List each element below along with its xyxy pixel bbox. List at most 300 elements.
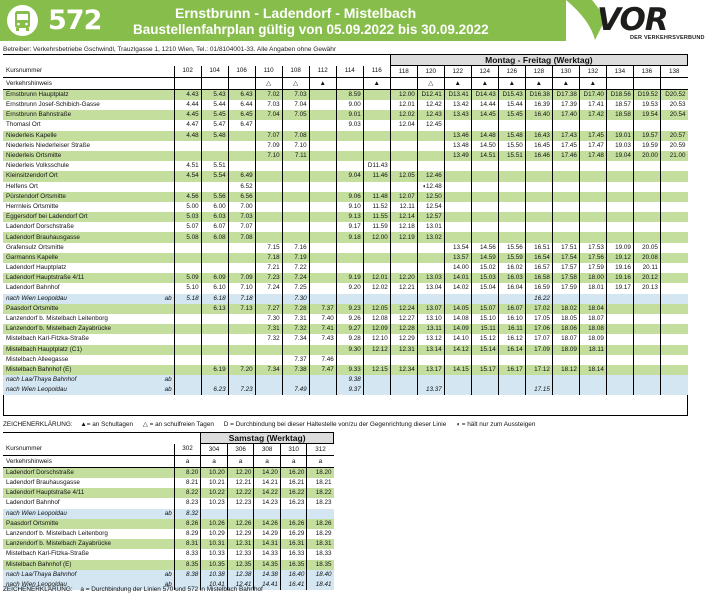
departure-time: 12.05 (390, 171, 417, 181)
departure-time: 5.44 (201, 100, 228, 110)
departure-time: 6.52 (228, 182, 255, 192)
departure-time: 9.17 (336, 222, 363, 232)
departure-time (633, 222, 660, 232)
connection-row (3, 294, 688, 304)
departure-time: 6.18 (201, 294, 228, 304)
departure-time: 14.45 (471, 110, 498, 120)
departure-time (498, 202, 525, 212)
stop-row (3, 283, 688, 293)
stop-row (3, 131, 688, 141)
departure-time (228, 355, 255, 365)
departure-time: 8.20 (174, 468, 201, 479)
departure-time: 7.34 (282, 334, 309, 344)
departure-time: 4.51 (174, 161, 201, 171)
stop-row (3, 192, 688, 202)
departure-time: 18.20 (307, 468, 334, 479)
stop-name: Thomasl Ort (3, 120, 174, 130)
vor-logo-tagline: DER VERKEHRSVERBUND (630, 35, 705, 41)
departure-time: 17.51 (552, 243, 579, 253)
departure-time: 15.45 (498, 110, 525, 120)
departure-time: 20.54 (660, 110, 687, 120)
course-number-row (3, 444, 334, 456)
stop-row (3, 498, 334, 508)
departure-time (309, 120, 336, 130)
departure-time (633, 202, 660, 212)
weekday-timetable (3, 54, 688, 395)
traffic-hint: a (174, 456, 201, 468)
departure-time: 10.31 (201, 539, 228, 549)
traffic-hint (633, 78, 660, 90)
departure-time: 9.37 (336, 385, 363, 395)
departure-time: 7.07 (228, 222, 255, 232)
departure-time (417, 294, 444, 304)
departure-time: 19.59 (633, 141, 660, 151)
departure-time: 7.41 (309, 324, 336, 334)
traffic-hint: a (254, 456, 281, 468)
departure-time (471, 232, 498, 242)
departure-time: 16.57 (525, 263, 552, 273)
departure-time (174, 375, 201, 385)
departure-time: 7.10 (282, 141, 309, 151)
departure-time (309, 171, 336, 181)
stop-name: nach Laa/Thaya Bahnhof (3, 570, 153, 580)
departure-time (201, 509, 228, 519)
departure-time: 18.08 (579, 324, 606, 334)
departure-time (606, 375, 633, 385)
departure-time (336, 355, 363, 365)
stop-row (3, 539, 334, 549)
departure-time (579, 222, 606, 232)
departure-time: 10.35 (201, 560, 228, 570)
departure-time (336, 161, 363, 171)
departure-time: 12.42 (417, 100, 444, 110)
departure-time: 9.00 (336, 100, 363, 110)
traffic-hint: ▲ (579, 78, 606, 90)
departure-time (336, 253, 363, 263)
departure-time: 10.33 (201, 549, 228, 559)
course-number: 132 (579, 66, 606, 78)
departure-time: D20.52 (660, 90, 687, 101)
departure-time: 7.11 (282, 151, 309, 161)
departure-time: 8.31 (174, 539, 201, 549)
departure-time: 12.41 (227, 580, 254, 590)
departure-time (174, 345, 201, 355)
departure-time (174, 253, 201, 263)
departure-time: 20.53 (660, 100, 687, 110)
departure-time (174, 324, 201, 334)
departure-time: 13.12 (417, 334, 444, 344)
course-number: 106 (228, 66, 255, 78)
departure-time: 9.30 (336, 345, 363, 355)
departure-time: 5.00 (174, 202, 201, 212)
departure-time: 6.47 (228, 120, 255, 130)
departure-time (606, 385, 633, 395)
departure-time (417, 131, 444, 141)
departure-time: 18.41 (307, 580, 334, 590)
departure-time (444, 212, 471, 222)
departure-time (633, 355, 660, 365)
departure-time: 12.21 (227, 478, 254, 488)
departure-time (660, 314, 687, 324)
vor-logo (566, 0, 713, 44)
departure-time (444, 120, 471, 130)
departure-time (525, 161, 552, 171)
departure-time (174, 314, 201, 324)
header-bar (0, 0, 713, 41)
departure-time: 12.27 (390, 314, 417, 324)
departure-time (282, 202, 309, 212)
stop-row (3, 100, 688, 110)
departure-time: 18.00 (579, 273, 606, 283)
legend-item-drop-off: ◖ = hält nur zum Aussteigen (456, 421, 536, 428)
departure-time: 17.56 (579, 253, 606, 263)
departure-time (471, 202, 498, 212)
departure-time: 10.21 (201, 478, 228, 488)
departure-time (228, 324, 255, 334)
stop-row (3, 263, 688, 273)
departure-time (444, 192, 471, 202)
vor-logo-text: VOR (597, 2, 668, 38)
departure-time: 20.11 (633, 263, 660, 273)
stop-name: Ladendorf Hauptstraße 4/11 (3, 488, 174, 498)
departure-time: 15.17 (471, 365, 498, 375)
departure-time (444, 171, 471, 181)
departure-time: 17.42 (579, 110, 606, 120)
departure-time (255, 355, 282, 365)
departure-time (498, 171, 525, 181)
departure-time (633, 375, 660, 385)
departure-time: 13.43 (444, 110, 471, 120)
departure-time: 12.00 (363, 232, 390, 242)
departure-time: 14.56 (471, 243, 498, 253)
departure-time: 5.03 (174, 212, 201, 222)
departure-time: 4.56 (174, 192, 201, 202)
legend-saturday (3, 586, 263, 593)
departure-time: 18.57 (606, 100, 633, 110)
departure-time: 7.10 (255, 151, 282, 161)
departure-time: 12.08 (363, 314, 390, 324)
stop-name: Mistelbach Alleegasse (3, 355, 174, 365)
departure-time (201, 345, 228, 355)
traffic-hint: ▲ (363, 78, 390, 90)
departure-time (282, 222, 309, 232)
stop-row (3, 519, 334, 529)
departure-time: 18.05 (552, 314, 579, 324)
stop-name: Ladendorf Brauhausgasse (3, 232, 174, 242)
departure-time (525, 171, 552, 181)
departure-time (525, 202, 552, 212)
departure-time (606, 192, 633, 202)
departure-time: 19.01 (606, 131, 633, 141)
departure-time (552, 294, 579, 304)
departure-time: 6.43 (228, 90, 255, 101)
departure-time: 20.00 (633, 151, 660, 161)
departure-time: 17.39 (552, 100, 579, 110)
departure-time: 16.29 (280, 529, 307, 539)
departure-time: 16.04 (498, 283, 525, 293)
departure-time: 14.50 (471, 141, 498, 151)
departure-time: 16.58 (525, 273, 552, 283)
stop-row (3, 90, 688, 101)
departure-time (633, 294, 660, 304)
departure-time (174, 243, 201, 253)
departure-time: 7.09 (228, 273, 255, 283)
departure-time (282, 232, 309, 242)
departure-time: 14.33 (254, 549, 281, 559)
departure-time: 7.22 (282, 263, 309, 273)
departure-time (471, 222, 498, 232)
departure-time (444, 294, 471, 304)
departure-time (498, 294, 525, 304)
stop-row (3, 365, 688, 375)
departure-time (633, 304, 660, 314)
course-number: 112 (309, 66, 336, 78)
departure-time (336, 263, 363, 273)
departure-time: 14.29 (254, 529, 281, 539)
departure-time: 16.54 (525, 253, 552, 263)
departure-time: 14.10 (444, 334, 471, 344)
departure-time: 9.03 (336, 120, 363, 130)
departure-time (660, 161, 687, 171)
departure-time (660, 192, 687, 202)
legend-label: ZEICHENERKLÄRUNG: (3, 421, 73, 428)
departure-time: 13.03 (417, 273, 444, 283)
connection-row (3, 385, 688, 395)
departure-time: 16.35 (280, 560, 307, 570)
departure-time (228, 243, 255, 253)
departure-time: D14.43 (471, 90, 498, 101)
departure-time: 12.43 (417, 110, 444, 120)
departure-time (390, 263, 417, 273)
departure-time: 9.13 (336, 212, 363, 222)
departure-time: 18.07 (552, 334, 579, 344)
departure-time (363, 375, 390, 385)
traffic-hint: ▲ (444, 78, 471, 90)
stop-name: Garmanns Kapelle (3, 253, 174, 263)
departure-time (471, 171, 498, 181)
departure-time (660, 375, 687, 385)
departure-time: 13.02 (417, 232, 444, 242)
course-number: 128 (525, 66, 552, 78)
legend (3, 420, 535, 428)
departure-time (633, 171, 660, 181)
departure-time (552, 385, 579, 395)
departure-time: 7.15 (255, 243, 282, 253)
departure-time (282, 375, 309, 385)
departure-time: 7.23 (255, 273, 282, 283)
departure-time: 9.06 (336, 192, 363, 202)
departure-marker: ab (153, 580, 174, 590)
departure-time (606, 294, 633, 304)
stop-name: Eggersdorf bei Ladendorf Ort (3, 212, 174, 222)
departure-time (309, 161, 336, 171)
departure-time: 5.54 (201, 171, 228, 181)
departure-time (660, 294, 687, 304)
departure-time (579, 171, 606, 181)
departure-time (525, 355, 552, 365)
stop-name: nach Wien Leopoldau (3, 294, 153, 304)
stop-name: Ladendorf Dorschstraße (3, 468, 174, 479)
departure-time (444, 182, 471, 192)
traffic-hint: a (227, 456, 254, 468)
departure-time (390, 151, 417, 161)
departure-time: 12.26 (227, 519, 254, 529)
stop-row (3, 182, 688, 192)
departure-time (255, 120, 282, 130)
departure-time: 15.10 (471, 314, 498, 324)
departure-time (633, 365, 660, 375)
departure-time (660, 304, 687, 314)
departure-time (390, 243, 417, 253)
departure-time: 6.13 (201, 304, 228, 314)
traffic-hint: △ (282, 78, 309, 90)
departure-time: 12.35 (227, 560, 254, 570)
departure-marker: ab (153, 294, 174, 304)
departure-time (228, 151, 255, 161)
departure-time (633, 345, 660, 355)
departure-time (255, 171, 282, 181)
departure-time (444, 161, 471, 171)
stop-name: nach Wien Leopoldau (3, 580, 153, 590)
departure-time (633, 314, 660, 324)
departure-time: 7.18 (228, 294, 255, 304)
course-number-label: Kursnummer (3, 444, 174, 456)
departure-time: 6.45 (228, 110, 255, 120)
departure-time: 12.29 (390, 334, 417, 344)
departure-time: 12.31 (390, 345, 417, 355)
departure-time (444, 202, 471, 212)
stop-name: Ernstbrunn Bahnstraße (3, 110, 174, 120)
departure-time (633, 120, 660, 130)
course-number: 110 (255, 66, 282, 78)
departure-time: 7.03 (228, 212, 255, 222)
departure-time: 8.33 (174, 549, 201, 559)
departure-time: 17.12 (525, 365, 552, 375)
departure-time (174, 141, 201, 151)
departure-time: 5.18 (174, 294, 201, 304)
departure-time (363, 385, 390, 395)
departure-time: 9.27 (336, 324, 363, 334)
departure-time (471, 294, 498, 304)
departure-time: 15.51 (498, 151, 525, 161)
departure-time (309, 90, 336, 101)
departure-time: 13.48 (444, 141, 471, 151)
departure-marker: ab (153, 509, 174, 519)
stop-name: nach Laa/Thaya Bahnhof (3, 375, 153, 385)
departure-time: 18.04 (579, 304, 606, 314)
departure-time: 4.44 (174, 100, 201, 110)
departure-time: 18.22 (307, 488, 334, 498)
course-number: 116 (363, 66, 390, 78)
departure-time (633, 385, 660, 395)
traffic-hint (201, 78, 228, 90)
departure-time: 12.23 (227, 498, 254, 508)
departure-time (552, 182, 579, 192)
departure-time: 10.23 (201, 498, 228, 508)
departure-time (227, 509, 254, 519)
departure-time (309, 385, 336, 395)
departure-time: 18.09 (579, 334, 606, 344)
departure-time: 14.59 (471, 253, 498, 263)
departure-time (606, 171, 633, 181)
departure-time (660, 222, 687, 232)
stop-name: Grafensulz Ortsmitte (3, 243, 174, 253)
departure-time (390, 131, 417, 141)
departure-time: D17.40 (579, 90, 606, 101)
departure-time: 20.05 (633, 243, 660, 253)
departure-time (174, 304, 201, 314)
stop-name: Mistelbach Karl-Fitzka-Straße (3, 549, 174, 559)
departure-time: 7.31 (282, 314, 309, 324)
departure-time: 14.02 (444, 283, 471, 293)
departure-time: 18.21 (307, 478, 334, 488)
stop-row (3, 161, 688, 171)
departure-time (660, 273, 687, 283)
departure-time: 12.46 (417, 171, 444, 181)
stop-name: Mistelbach Karl-Fitzka-Straße (3, 334, 174, 344)
departure-time: 12.21 (390, 283, 417, 293)
departure-time (255, 161, 282, 171)
departure-time (660, 365, 687, 375)
day-label: Montag - Freitag (Werktag) (390, 55, 687, 66)
departure-marker: ab (153, 375, 174, 385)
departure-time (201, 375, 228, 385)
course-number: 108 (282, 66, 309, 78)
departure-time (660, 120, 687, 130)
departure-time (498, 120, 525, 130)
departure-time: 14.35 (254, 560, 281, 570)
departure-time: D15.43 (498, 90, 525, 101)
departure-time: 16.11 (498, 324, 525, 334)
traffic-hint: △ (255, 78, 282, 90)
stop-row (3, 151, 688, 161)
departure-time: 14.21 (254, 478, 281, 488)
departure-time: 7.21 (255, 263, 282, 273)
departure-time: 16.23 (280, 498, 307, 508)
departure-time: 20.59 (660, 141, 687, 151)
departure-time (282, 171, 309, 181)
departure-time: 7.24 (282, 273, 309, 283)
departure-time (633, 161, 660, 171)
departure-time (552, 222, 579, 232)
departure-time (228, 375, 255, 385)
departure-time: 13.57 (444, 253, 471, 263)
stop-row (3, 334, 688, 344)
departure-time: 14.20 (254, 468, 281, 479)
departure-time (255, 385, 282, 395)
departure-time: 8.29 (174, 529, 201, 539)
stop-name: Helfens Ort (3, 182, 174, 192)
departure-time (498, 385, 525, 395)
connection-row (3, 375, 688, 385)
departure-time (309, 273, 336, 283)
departure-time (309, 182, 336, 192)
departure-time (579, 161, 606, 171)
departure-time: 17.45 (552, 141, 579, 151)
departure-time (417, 151, 444, 161)
departure-time: 20.12 (633, 273, 660, 283)
departure-time (552, 375, 579, 385)
departure-time: 8.35 (174, 560, 201, 570)
departure-time: 21.00 (660, 151, 687, 161)
departure-time: 9.23 (336, 304, 363, 314)
departure-time (201, 182, 228, 192)
departure-time: 17.54 (552, 253, 579, 263)
day-header-row (3, 55, 688, 66)
departure-time: 12.02 (390, 110, 417, 120)
day-label: Samstag (Werktag) (201, 433, 334, 444)
stop-row (3, 243, 688, 253)
